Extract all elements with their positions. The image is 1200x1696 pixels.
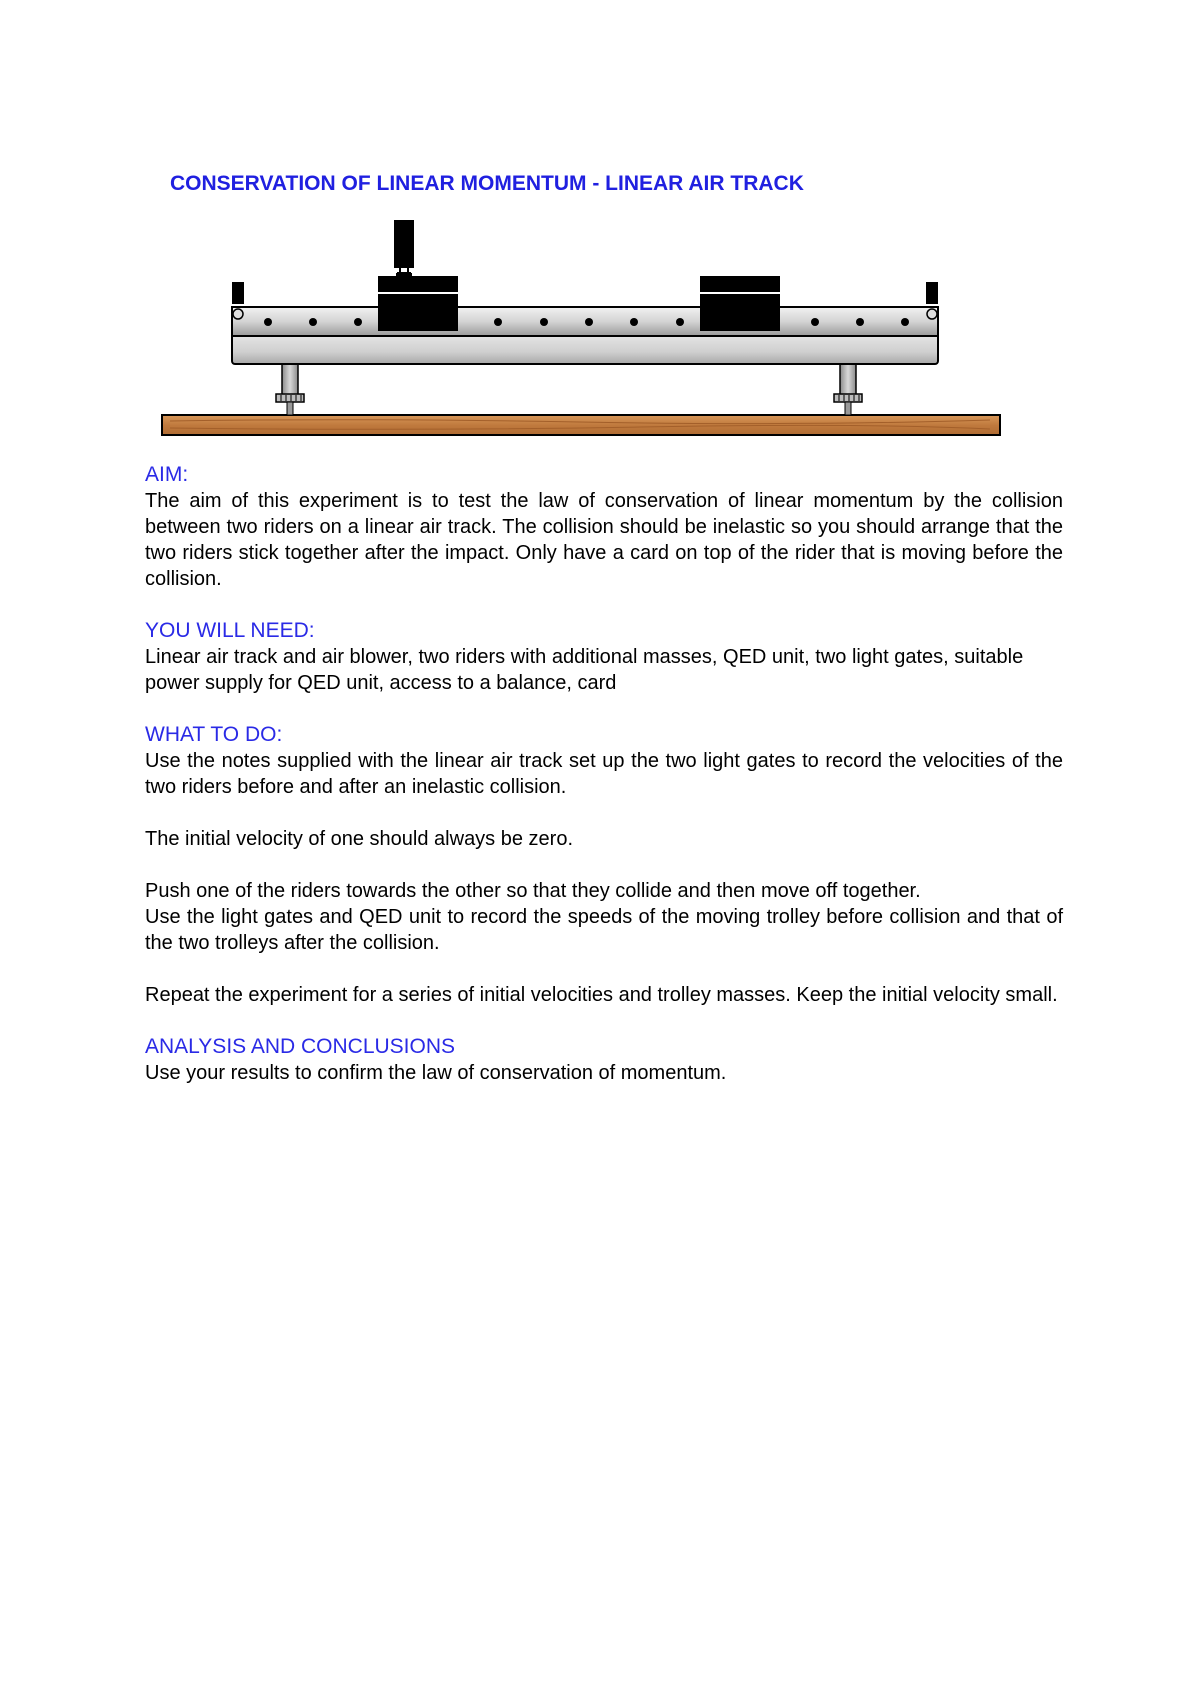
analysis-heading: ANALYSIS AND CONCLUSIONS — [145, 1035, 456, 1058]
wooden-bench — [162, 415, 1000, 435]
right-rider — [700, 276, 780, 331]
air-track — [232, 307, 938, 336]
todo-paragraph-2: The initial velocity of one should always be zero. — [145, 828, 574, 850]
air-track-illustration — [160, 210, 1010, 450]
todo-paragraph-4: Use the light gates and QED unit to record the speeds of the moving trolley before collision and that of the two trolleys after the collision. — [145, 906, 1063, 954]
need-text: Linear air track and air blower, two riders with additional masses, QED unit, two light gates, suitable power supply for QED unit, access to a balance, card — [145, 646, 1024, 694]
aim-heading: AIM: — [145, 463, 189, 486]
page-title: CONSERVATION OF LINEAR MOMENTUM - LINEAR AIR TRACK — [170, 172, 804, 195]
air-holes — [264, 318, 909, 326]
right-leg — [834, 362, 862, 415]
left-leg — [276, 362, 304, 415]
todo-heading: WHAT TO DO: — [145, 723, 283, 746]
todo-paragraph-3: Push one of the riders towards the other so that they collide and then move off together. — [145, 880, 921, 902]
todo-paragraph-1: Use the notes supplied with the linear air track set up the two light gates to record the velocities of the two riders before and after an inelastic collision. — [145, 750, 1063, 798]
document-body — [145, 462, 1063, 1086]
track-beam — [232, 334, 938, 364]
todo-paragraph-5: Repeat the experiment for a series of initial velocities and trolley masses. Keep the initial velocity small. — [145, 984, 1058, 1006]
left-end-stop — [232, 282, 244, 304]
left-rider-with-card — [378, 220, 458, 331]
right-end-stop — [926, 282, 938, 304]
aim-text: The aim of this experiment is to test the law of conservation of linear momentum by the collision between two riders on a linear air track. The collision should be inelastic so you should arrange that the two riders stick together after the impact. Only have a card on top of the rider that is moving before the collision. — [145, 490, 1063, 590]
analysis-text: Use your results to confirm the law of conservation of momentum. — [145, 1062, 727, 1084]
need-heading: YOU WILL NEED: — [145, 619, 315, 642]
